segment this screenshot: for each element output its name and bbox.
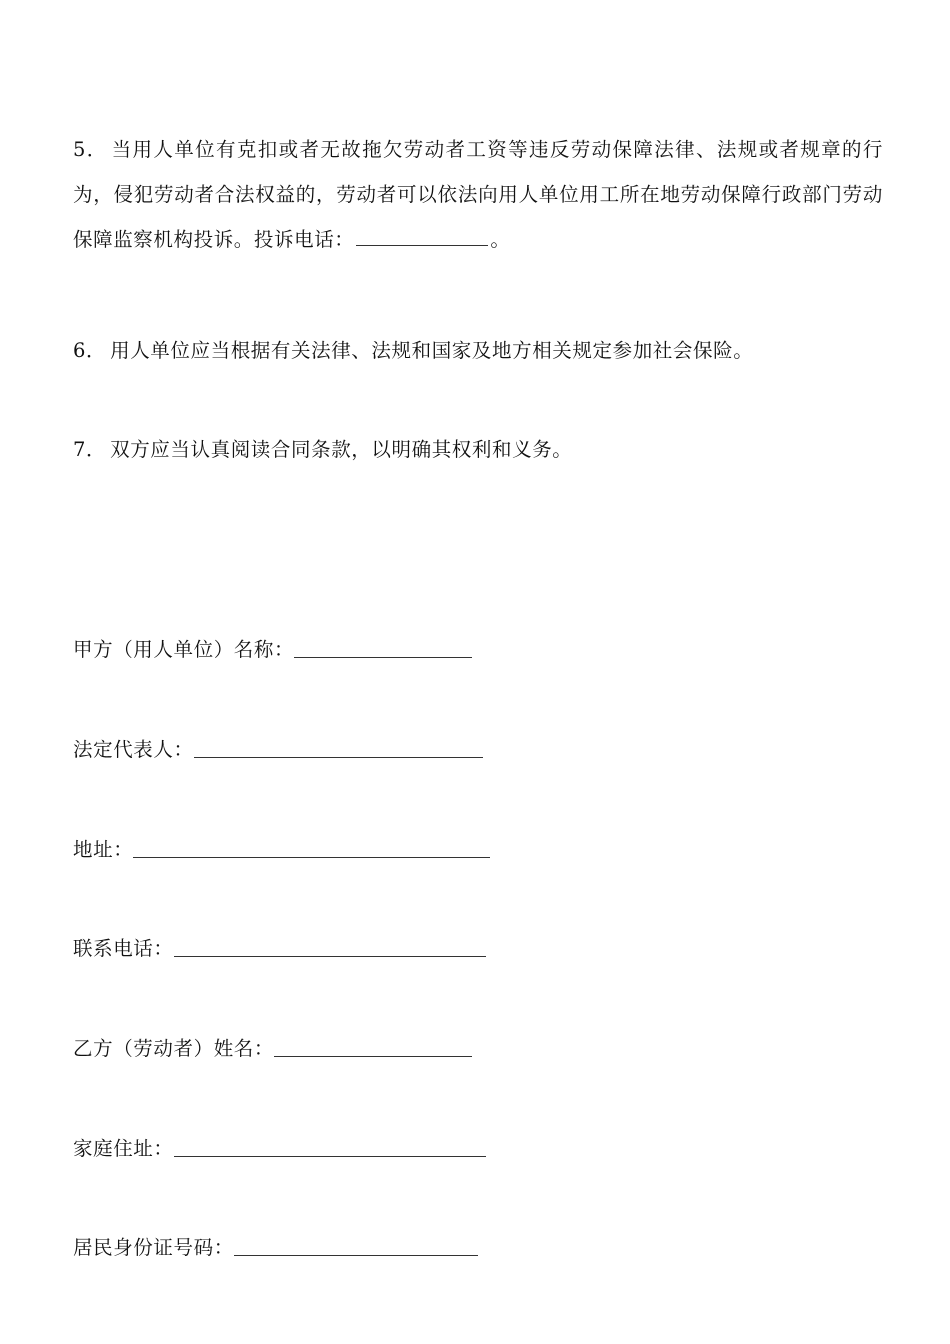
clause-7-number: 7．	[73, 438, 107, 461]
home-address-label: 家庭住址：	[73, 1137, 174, 1160]
address-blank[interactable]	[133, 856, 490, 858]
clause-6-number: 6．	[73, 339, 107, 362]
clause-5-end: 。	[490, 228, 511, 251]
employer-name-blank[interactable]	[294, 656, 472, 658]
complaint-phone-blank[interactable]	[356, 227, 488, 246]
clause-7	[73, 427, 883, 472]
legal-rep-blank[interactable]	[194, 756, 483, 758]
employer-name-label: 甲方（用人单位）名称：	[73, 638, 295, 661]
employer-name-field	[73, 632, 472, 662]
employee-name-label: 乙方（劳动者）姓名：	[73, 1037, 275, 1060]
id-number-blank[interactable]	[234, 1254, 478, 1256]
address-label: 地址：	[73, 838, 134, 861]
legal-rep-label: 法定代表人：	[73, 738, 194, 761]
home-address-field	[73, 1131, 486, 1161]
clause-6-text: 用人单位应当根据有关法律、法规和国家及地方相关规定参加社会保险。	[110, 339, 754, 362]
clause-6	[73, 328, 883, 373]
home-address-blank[interactable]	[174, 1155, 486, 1157]
address-field	[73, 832, 490, 862]
legal-rep-field	[73, 732, 483, 762]
id-number-field	[73, 1230, 478, 1260]
phone-label: 联系电话：	[73, 937, 174, 960]
employee-name-blank[interactable]	[274, 1055, 472, 1057]
id-number-label: 居民身份证号码：	[73, 1236, 234, 1259]
clause-5	[73, 127, 883, 262]
clause-5-text: 当用人单位有克扣或者无故拖欠劳动者工资等违反劳动保障法律、法规或者规章的行为，侵犯劳动者合法权益的，劳动者可以依法向用人单位用工所在地劳动保障行政部门劳动保障监察机构投诉。投诉电话：	[73, 138, 884, 251]
clause-7-text: 双方应当认真阅读合同条款，以明确其权利和义务。	[110, 438, 573, 461]
phone-field	[73, 931, 486, 961]
clause-5-number: 5．	[73, 138, 108, 161]
employee-name-field	[73, 1031, 472, 1061]
phone-blank[interactable]	[174, 955, 486, 957]
